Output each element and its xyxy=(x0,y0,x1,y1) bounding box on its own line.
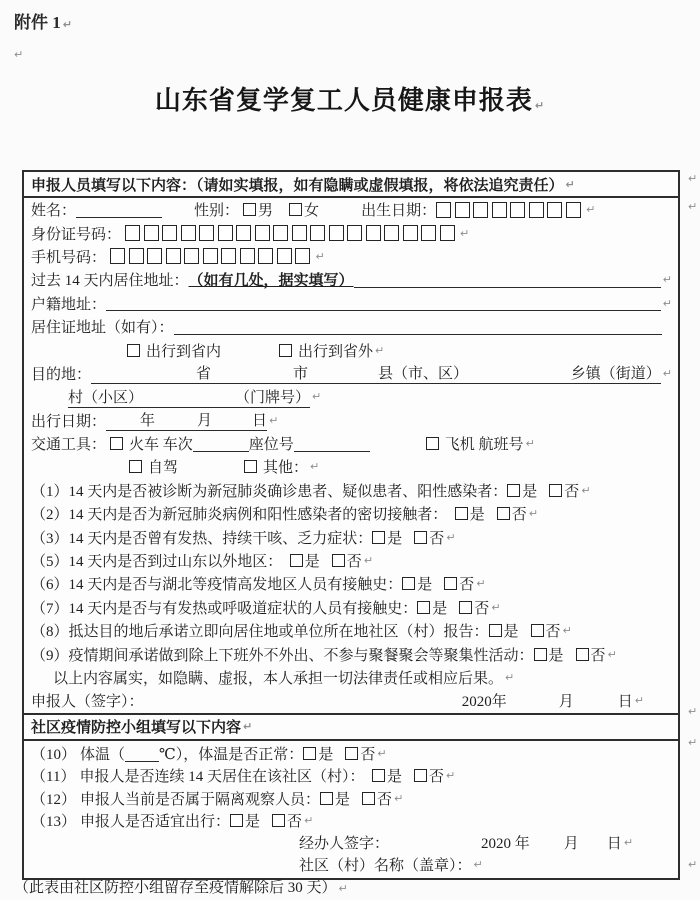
train-label: 火车 车次 xyxy=(129,437,193,454)
temperature-suffix: ℃），体温是否正常： xyxy=(159,747,304,764)
yes-label: 是 xyxy=(432,600,448,617)
no-label: 否 xyxy=(377,791,393,808)
return-mark-icon: ↵ xyxy=(562,624,572,638)
sign-day: 日 xyxy=(606,835,622,852)
travel-within-label: 出行到省内 xyxy=(146,343,222,360)
row-community-seal xyxy=(31,854,672,876)
row-transport xyxy=(31,432,672,455)
digit-box[interactable] xyxy=(329,225,344,241)
question-row xyxy=(31,549,672,572)
return-mark-icon: ↵ xyxy=(394,791,404,805)
return-mark-icon: ↵ xyxy=(662,296,672,310)
no-label: 否 xyxy=(564,483,580,500)
return-mark-icon: ↵ xyxy=(310,460,320,474)
sign-year: 2020年 xyxy=(461,694,507,711)
male-checkbox[interactable] xyxy=(243,203,256,216)
address-14days-label: 过去 14 天内居住地址： xyxy=(31,273,189,290)
question-row xyxy=(31,525,672,548)
digit-box[interactable] xyxy=(240,248,255,264)
yes-label: 是 xyxy=(318,747,334,764)
return-mark-icon: ↵ xyxy=(243,720,253,734)
question-row xyxy=(31,596,672,619)
return-mark-icon: ↵ xyxy=(473,858,483,872)
question-row xyxy=(31,642,672,665)
no-checkbox[interactable] xyxy=(549,484,562,497)
hukou-address-label: 户籍地址： xyxy=(31,296,107,313)
return-mark-icon: ↵ xyxy=(491,600,501,614)
no-checkbox[interactable] xyxy=(414,531,427,544)
plane-checkbox[interactable] xyxy=(426,437,439,450)
digit-box[interactable] xyxy=(455,202,470,218)
row-travel-scope xyxy=(31,338,672,361)
question-text: 申报人是否连续 14 天居住在该社区（村）： xyxy=(79,769,372,786)
row-travel-date xyxy=(31,409,672,432)
return-mark-icon: ↵ xyxy=(505,671,515,684)
train-checkbox[interactable] xyxy=(110,437,123,450)
row-hukou-address xyxy=(31,292,672,315)
female-label: 女 xyxy=(304,203,320,220)
question-number: （1） xyxy=(31,483,69,500)
digit-box[interactable] xyxy=(221,248,236,264)
no-checkbox[interactable] xyxy=(497,507,510,520)
no-checkbox[interactable] xyxy=(531,624,544,637)
other-checkbox[interactable] xyxy=(244,460,257,473)
yes-label: 是 xyxy=(469,507,485,524)
return-mark-icon: ↵ xyxy=(304,813,314,827)
signer-label: 申报人（签字）： xyxy=(31,694,144,711)
digit-box[interactable] xyxy=(384,225,399,241)
month-label: 月 xyxy=(197,413,213,430)
row-village xyxy=(31,385,672,408)
question-number: （3） xyxy=(31,530,69,547)
return-mark-icon: ↵ xyxy=(269,413,279,427)
digit-box[interactable] xyxy=(310,225,325,241)
digit-box[interactable] xyxy=(147,248,162,264)
no-label: 否 xyxy=(429,530,445,547)
no-checkbox[interactable] xyxy=(414,769,427,782)
digit-box[interactable] xyxy=(292,225,307,241)
digit-box[interactable] xyxy=(129,248,144,264)
row-handler-signature xyxy=(31,831,672,853)
question-row xyxy=(31,619,672,642)
sign-month: 月 xyxy=(558,694,574,711)
digit-box[interactable] xyxy=(184,248,199,264)
no-label: 否 xyxy=(360,747,376,764)
row-permit-address xyxy=(31,315,672,338)
travel-outside-label: 出行到省外 xyxy=(298,343,374,360)
no-checkbox[interactable] xyxy=(444,577,457,590)
declaration-text: 以上内容属实，如隐瞒、虚报，本人承担一切法律责任或相应后果。 xyxy=(53,671,504,687)
row-id-number xyxy=(31,221,672,244)
retention-footnote: （此表由社区防控小组留存至疫情解除后 30 天） ↵ xyxy=(14,880,348,896)
yes-label: 是 xyxy=(304,554,320,571)
digit-box[interactable] xyxy=(255,225,270,241)
yes-checkbox[interactable] xyxy=(489,624,502,637)
no-label: 否 xyxy=(287,813,303,830)
return-mark-icon: ↵ xyxy=(688,172,698,185)
yes-checkbox[interactable] xyxy=(230,814,243,827)
digit-box[interactable] xyxy=(492,202,507,218)
question-number: （7） xyxy=(31,600,69,617)
other-label: 其他： xyxy=(263,460,309,477)
question-number: （12） xyxy=(31,791,77,808)
row-address-14days xyxy=(31,268,672,291)
question-text: 14 天内是否为新冠肺炎病例和阳性感染者的密切接触者： xyxy=(68,507,455,524)
return-mark-icon: ↵ xyxy=(662,273,672,287)
return-mark-icon: ↵ xyxy=(688,705,698,718)
question-row xyxy=(31,479,672,502)
question-number: （5） xyxy=(31,554,69,571)
digit-box[interactable] xyxy=(403,225,418,241)
yes-checkbox[interactable] xyxy=(320,792,333,805)
travel-date-label: 出行日期： xyxy=(31,413,107,430)
return-mark-icon: ↵ xyxy=(312,390,322,404)
row-destination xyxy=(31,362,672,385)
travel-date-blank[interactable] xyxy=(106,409,267,431)
sign-day: 日 xyxy=(617,694,633,711)
destination-label: 目的地： xyxy=(31,366,92,383)
return-mark-icon: ↵ xyxy=(363,554,374,568)
village-blank[interactable] xyxy=(68,386,310,408)
digit-box[interactable] xyxy=(110,248,125,264)
digit-box[interactable] xyxy=(440,225,455,241)
phone-label: 手机号码： xyxy=(31,249,107,266)
gender-label: 性别： xyxy=(194,203,240,220)
hukou-address-blank[interactable] xyxy=(106,295,661,311)
seat-number-blank[interactable] xyxy=(294,436,370,452)
sign-year: 2020 年 xyxy=(481,835,530,852)
travel-within-checkbox[interactable] xyxy=(127,344,140,357)
destination-blank[interactable] xyxy=(91,362,661,384)
yes-checkbox[interactable] xyxy=(417,601,430,614)
year-label: 年 xyxy=(140,413,156,430)
digit-box[interactable] xyxy=(144,225,159,241)
question-row xyxy=(31,787,672,809)
return-mark-icon: ↵ xyxy=(14,48,24,61)
handler-label: 经办人签字： xyxy=(299,835,390,852)
return-mark-icon: ↵ xyxy=(446,769,456,783)
digit-box[interactable] xyxy=(203,248,218,264)
digit-box[interactable] xyxy=(436,202,451,218)
digit-box[interactable] xyxy=(421,225,436,241)
phone-boxes[interactable] xyxy=(110,248,314,264)
yes-checkbox[interactable] xyxy=(290,554,303,567)
id-number-boxes[interactable] xyxy=(125,225,458,241)
return-mark-icon: ↵ xyxy=(62,18,72,31)
digit-box[interactable] xyxy=(366,225,381,241)
sign-month: 月 xyxy=(563,835,579,852)
self-drive-checkbox[interactable] xyxy=(129,460,142,473)
question-row xyxy=(31,502,672,525)
digit-box[interactable] xyxy=(236,225,251,241)
birthdate-label: 出生日期： xyxy=(361,203,437,220)
temperature-blank[interactable] xyxy=(125,746,159,762)
return-mark-icon: ↵ xyxy=(446,530,456,544)
address-14days-note: （如有几处，据实填写） xyxy=(188,273,354,290)
return-mark-icon: ↵ xyxy=(662,366,672,380)
seal-label: 社区（村）名称（盖章）： xyxy=(299,858,472,875)
yes-label: 是 xyxy=(548,647,564,664)
yes-checkbox[interactable] xyxy=(455,507,468,520)
no-label: 否 xyxy=(428,769,444,786)
dest-province-label: 省 xyxy=(196,366,212,383)
digit-box[interactable] xyxy=(277,248,292,264)
row-transport-2 xyxy=(31,455,672,478)
question-row xyxy=(31,765,672,787)
row-phone xyxy=(31,245,672,268)
village-label: 村（小区） xyxy=(68,389,144,406)
return-mark-icon: ↵ xyxy=(586,203,596,217)
yes-label: 是 xyxy=(335,791,351,808)
question-text: 申报人当前是否属于隔离观察人员： xyxy=(80,791,321,808)
yes-label: 是 xyxy=(387,530,403,547)
yes-label: 是 xyxy=(522,483,538,500)
section2-header: 社区疫情防控小组填写以下内容 ↵ xyxy=(24,713,678,741)
question-text: 疫情期间承诺做到除上下班外不外出、不参与聚餐聚会等聚集性活动： xyxy=(68,647,534,664)
dest-city-label: 市 xyxy=(293,366,309,383)
question-text: 14 天内是否被诊断为新冠肺炎确诊患者、疑似患者、阳性感染者： xyxy=(68,483,508,500)
return-mark-icon: ↵ xyxy=(338,882,348,895)
address-14days-blank[interactable] xyxy=(354,272,661,288)
digit-box[interactable] xyxy=(181,225,196,241)
return-mark-icon: ↵ xyxy=(377,747,387,761)
digit-box[interactable] xyxy=(510,202,525,218)
return-mark-icon: ↵ xyxy=(375,343,385,357)
no-checkbox[interactable] xyxy=(459,601,472,614)
name-label: 姓名： xyxy=(31,203,77,220)
digit-box[interactable] xyxy=(473,202,488,218)
question-number: （10） xyxy=(31,747,77,764)
yes-label: 是 xyxy=(245,813,261,830)
question-number: （9） xyxy=(31,647,69,664)
question-number: （8） xyxy=(31,624,69,641)
page-title: 山东省复学复工人员健康申报表 ↵ xyxy=(154,86,546,115)
day-label: 日 xyxy=(252,413,268,430)
return-mark-icon: ↵ xyxy=(607,647,617,661)
yes-checkbox[interactable] xyxy=(372,531,385,544)
female-checkbox[interactable] xyxy=(289,203,302,216)
digit-box[interactable] xyxy=(529,202,544,218)
birthdate-boxes[interactable] xyxy=(436,202,584,218)
yes-checkbox[interactable] xyxy=(402,577,415,590)
question-text: 抵达目的地后承诺立即向居住地或单位所在地社区（村）报告： xyxy=(68,624,489,641)
self-drive-label: 自驾 xyxy=(148,460,179,477)
digit-box[interactable] xyxy=(199,225,214,241)
no-label: 否 xyxy=(545,624,561,641)
male-label: 男 xyxy=(258,203,274,220)
health-declaration-form xyxy=(22,170,680,880)
row-signer xyxy=(31,689,672,712)
no-checkbox[interactable] xyxy=(576,648,589,661)
return-mark-icon: ↵ xyxy=(476,577,486,591)
question-number: （6） xyxy=(31,577,69,594)
digit-box[interactable] xyxy=(162,225,177,241)
return-mark-icon: ↵ xyxy=(581,483,591,497)
yes-checkbox[interactable] xyxy=(507,484,520,497)
plane-label: 飞机 航班号 xyxy=(444,437,524,454)
return-mark-icon: ↵ xyxy=(565,177,575,191)
digit-box[interactable] xyxy=(258,248,273,264)
question-text: 14 天内是否与有发热或呼吸道症状的人员有接触史： xyxy=(68,600,418,617)
temperature-prefix: 体温（ xyxy=(80,747,126,764)
name-blank[interactable] xyxy=(76,202,162,218)
question-number: （2） xyxy=(31,507,69,524)
question-row xyxy=(31,809,672,831)
train-number-blank[interactable] xyxy=(193,436,249,452)
yes-checkbox[interactable] xyxy=(372,769,385,782)
no-label: 否 xyxy=(459,577,475,594)
return-mark-icon: ↵ xyxy=(688,736,698,749)
question-text: 14 天内是否曾有发热、持续干咳、乏力症状： xyxy=(68,530,373,547)
digit-box[interactable] xyxy=(273,225,288,241)
section1-body xyxy=(24,198,678,713)
digit-box[interactable] xyxy=(547,202,562,218)
question-text: 14 天内是否到过山东以外地区： xyxy=(68,554,290,571)
permit-address-blank[interactable] xyxy=(174,319,662,335)
doorplate-label: （门牌号） xyxy=(235,389,311,406)
dest-county-label: 县（市、区） xyxy=(378,366,469,383)
digit-box[interactable] xyxy=(125,225,140,241)
no-label: 否 xyxy=(511,507,527,524)
yes-label: 是 xyxy=(417,577,433,594)
digit-box[interactable] xyxy=(166,248,181,264)
row-declaration xyxy=(31,666,672,689)
return-mark-icon: ↵ xyxy=(688,200,698,213)
return-mark-icon: ↵ xyxy=(623,835,634,849)
yes-label: 是 xyxy=(386,769,402,786)
return-mark-icon: ↵ xyxy=(528,507,539,521)
question-row xyxy=(31,572,672,595)
no-label: 否 xyxy=(474,600,490,617)
digit-box[interactable] xyxy=(218,225,233,241)
id-number-label: 身份证号码： xyxy=(31,226,122,243)
return-mark-icon: ↵ xyxy=(688,858,698,871)
dest-town-label: 乡镇（街道） xyxy=(570,366,661,383)
question-number: （11） xyxy=(31,769,76,786)
return-mark-icon: ↵ xyxy=(634,694,644,708)
no-label: 否 xyxy=(346,554,362,571)
question-text: 申报人是否适宜出行： xyxy=(80,813,231,830)
yes-checkbox[interactable] xyxy=(303,747,316,760)
travel-outside-checkbox[interactable] xyxy=(279,344,292,357)
no-checkbox[interactable] xyxy=(332,554,345,567)
return-mark-icon: ↵ xyxy=(460,226,470,240)
no-checkbox[interactable] xyxy=(362,792,375,805)
return-mark-icon: ↵ xyxy=(315,249,325,263)
digit-box[interactable] xyxy=(566,202,581,218)
return-mark-icon: ↵ xyxy=(534,99,546,112)
no-checkbox[interactable] xyxy=(345,747,358,760)
digit-box[interactable] xyxy=(347,225,362,241)
question-text: 14 天内是否与湖北等疫情高发地区人员有接触史： xyxy=(68,577,403,594)
no-checkbox[interactable] xyxy=(272,814,285,827)
attachment-label: 附件 1 ↵ xyxy=(14,13,72,32)
digit-box[interactable] xyxy=(295,248,310,264)
section2-body xyxy=(24,741,678,878)
seat-label: 座位号 xyxy=(248,437,294,454)
question-row-temperature xyxy=(31,743,672,765)
yes-checkbox[interactable] xyxy=(534,648,547,661)
question-number: （13） xyxy=(31,813,77,830)
section1-header: 申报人员填写以下内容：（请如实填报，如有隐瞒或虚假填报，将依法追究责任） ↵ xyxy=(24,172,678,198)
permit-address-label: 居住证地址（如有）： xyxy=(31,320,174,337)
transport-label: 交通工具： xyxy=(31,437,107,454)
yes-label: 是 xyxy=(503,624,519,641)
return-mark-icon: ↵ xyxy=(525,437,535,451)
no-label: 否 xyxy=(590,647,606,664)
row-name-gender-birth xyxy=(31,198,672,221)
